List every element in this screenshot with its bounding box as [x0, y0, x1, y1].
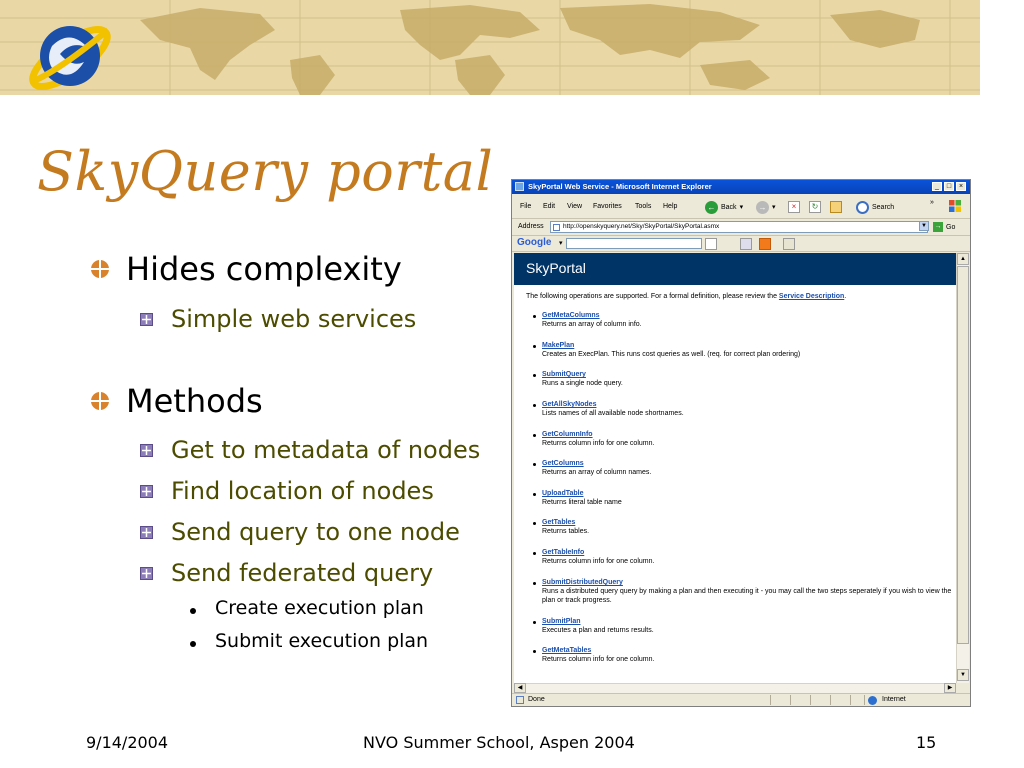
operation-link[interactable]: UploadTable	[542, 490, 584, 497]
status-bar	[512, 693, 970, 706]
footer-page-number: 15	[916, 733, 937, 752]
operation-link[interactable]: GetTables	[542, 519, 576, 526]
list-item: MakePlan Creates an ExecPlan. This runs cost queries as well. (req. for correct plan ordering)	[542, 342, 952, 359]
list-item: GetMetaColumns Returns an array of column info.	[542, 312, 952, 329]
google-dropdown-icon[interactable]: ▾	[559, 240, 563, 247]
address-dropdown-icon[interactable]: ▼	[919, 221, 929, 231]
google-toolbar	[512, 236, 970, 252]
menu-toolbar	[512, 196, 970, 219]
refresh-button[interactable]	[809, 200, 821, 214]
skyportal-heading: SkyPortal	[526, 260, 586, 276]
orbit-logo	[22, 10, 120, 102]
back-arrow-icon: ←	[705, 201, 718, 214]
scroll-left-icon[interactable]: ◀	[514, 683, 526, 693]
google-search-input[interactable]	[566, 238, 702, 249]
scroll-thumb[interactable]	[957, 266, 969, 644]
list-item: SubmitDistributedQuery Runs a distributed query query by making a plan and then executing it - you may call the two steps seperately if you wish to view the plan or track progress.	[542, 579, 952, 605]
address-bar	[512, 219, 970, 236]
toolbar-chevron-icon[interactable]: »	[930, 199, 934, 206]
maximize-button[interactable]: □	[944, 182, 954, 191]
popup-blocker-icon[interactable]	[740, 238, 752, 250]
operation-link[interactable]: GetMetaColumns	[542, 312, 600, 319]
operation-link[interactable]: GetColumnInfo	[542, 431, 593, 438]
square-bullet-icon	[140, 567, 153, 580]
scroll-down-icon[interactable]: ▼	[957, 669, 969, 681]
menu-favorites[interactable]: Favorites	[593, 203, 622, 210]
list-item: GetTables Returns tables.	[542, 519, 952, 536]
menu-edit[interactable]: Edit	[543, 203, 556, 210]
skyportal-header	[514, 253, 956, 285]
ie-browser-window	[511, 179, 971, 707]
horizontal-scrollbar[interactable]	[514, 683, 956, 693]
forward-button[interactable]	[756, 200, 776, 214]
footer-date: 9/14/2004	[86, 733, 169, 752]
list-item: GetMetaTables Returns column info for one column.	[542, 647, 952, 664]
address-input[interactable]: http://openskyquery.net/Sky/SkyPortal/SkyPortal.asmx	[550, 221, 928, 233]
operation-link[interactable]: SubmitDistributedQuery	[542, 579, 623, 586]
operation-link[interactable]: GetTableInfo	[542, 549, 585, 556]
list-item: GetTableInfo Returns column info for one column.	[542, 549, 952, 566]
operation-link[interactable]: GetMetaTables	[542, 647, 592, 654]
search-icon	[856, 201, 869, 214]
back-dropdown-icon[interactable]: ▾	[739, 204, 744, 211]
operation-link[interactable]: MakePlan	[542, 342, 575, 349]
menu-view[interactable]: View	[567, 203, 583, 210]
service-description-link[interactable]: Service Description	[778, 293, 845, 300]
orange-bullet-icon	[90, 391, 110, 411]
dot-bullet-icon	[190, 608, 196, 614]
address-label: Address	[518, 223, 544, 230]
browser-title: SkyPortal Web Service - Microsoft Internet Explorer	[528, 182, 712, 191]
square-bullet-icon	[140, 526, 153, 539]
operation-link[interactable]: GetAllSkyNodes	[542, 401, 597, 408]
list-item: GetColumns Returns an array of column names.	[542, 460, 952, 477]
stop-button[interactable]	[788, 200, 800, 214]
ie-page-icon	[515, 182, 524, 191]
slide-title: SkyQuery portal	[37, 140, 494, 203]
forward-arrow-icon: →	[756, 201, 769, 214]
dot-bullet-icon	[190, 641, 196, 647]
operation-link[interactable]: SubmitPlan	[542, 618, 581, 625]
blogger-icon[interactable]	[759, 238, 771, 250]
orange-bullet-icon	[90, 259, 110, 279]
list-item: SubmitQuery Runs a single node query.	[542, 371, 952, 388]
internet-zone-icon	[868, 696, 877, 705]
square-bullet-icon	[140, 444, 153, 457]
menu-help[interactable]: Help	[663, 203, 678, 210]
list-item: UploadTable Returns literal table name	[542, 490, 952, 507]
world-map-graphic	[0, 0, 980, 95]
refresh-icon: ↻	[809, 201, 821, 213]
highlight-icon[interactable]	[783, 238, 795, 250]
list-item: GetColumnInfo Returns column info for one column.	[542, 431, 952, 448]
home-button[interactable]	[830, 200, 842, 214]
minimize-button[interactable]: _	[932, 182, 942, 191]
windows-logo-icon	[948, 199, 962, 213]
zone-label: Internet	[882, 696, 906, 703]
footer-center: NVO Summer School, Aspen 2004	[363, 733, 635, 752]
stop-icon: ×	[788, 201, 800, 213]
forward-dropdown-icon[interactable]: ▾	[772, 204, 776, 211]
scroll-right-icon[interactable]: ▶	[944, 683, 956, 693]
list-item: SubmitPlan Executes a plan and returns results.	[542, 618, 952, 635]
list-item: GetAllSkyNodes Lists names of all available node shortnames.	[542, 401, 952, 418]
close-button[interactable]: ×	[956, 182, 966, 191]
intro-text: The following operations are supported. For a formal definition, please review the Service Description.	[526, 293, 847, 300]
home-icon	[830, 201, 842, 213]
square-bullet-icon	[140, 485, 153, 498]
operation-link[interactable]: SubmitQuery	[542, 371, 586, 378]
back-button[interactable]: ← Back ▾	[705, 200, 743, 214]
page-icon	[553, 224, 560, 231]
page-content	[514, 253, 956, 683]
world-map-banner	[0, 0, 980, 95]
browser-title-bar	[512, 180, 970, 194]
page-icon	[516, 696, 524, 704]
go-arrow-icon: →	[934, 223, 942, 230]
google-search-button[interactable]	[705, 238, 717, 250]
go-button[interactable]: → Go	[934, 223, 956, 231]
scroll-up-icon[interactable]: ▲	[957, 253, 969, 265]
search-button[interactable]: Search	[856, 200, 894, 214]
menu-file[interactable]: File	[520, 203, 532, 210]
square-bullet-icon	[140, 313, 153, 326]
status-text: Done	[528, 696, 545, 703]
google-logo[interactable]: Google	[517, 237, 552, 248]
menu-tools[interactable]: Tools	[635, 203, 652, 210]
vertical-scrollbar[interactable]	[956, 253, 969, 683]
operation-link[interactable]: GetColumns	[542, 460, 584, 467]
